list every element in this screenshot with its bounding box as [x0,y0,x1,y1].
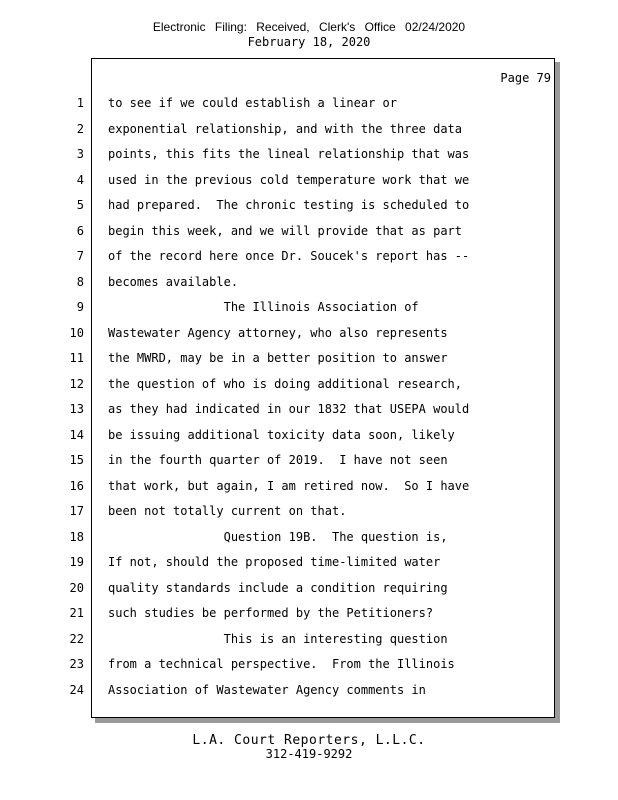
line-number: 1 [76,96,84,110]
line-number: 6 [76,224,84,238]
line-number: 4 [76,173,84,187]
line-number: 18 [69,530,84,544]
line-number: 11 [69,351,84,365]
line-text: The Illinois Association of [108,300,419,314]
line-text: the MWRD, may be in a better position to answer [108,351,448,365]
line-text: points, this fits the lineal relationship that was [108,147,470,161]
line-number: 8 [76,275,84,289]
line-text: from a technical perspective. From the Illinois [108,657,455,671]
line-text: such studies be performed by the Petitioners? [108,606,434,620]
line-text: the question of who is doing additional research, [108,377,463,391]
line-text: used in the previous cold temperature work that we [108,173,470,187]
line-text: had prepared. The chronic testing is scheduled to [108,198,470,212]
line-text: exponential relationship, and with the three data [108,122,463,136]
footer-company: L.A. Court Reporters, L.L.C. [192,733,426,748]
line-number: 10 [69,326,84,340]
line-number: 5 [76,198,84,212]
line-text: be issuing additional toxicity data soon, likely [108,428,455,442]
line-number: 2 [76,122,84,136]
line-number: 14 [69,428,84,442]
line-number: 9 [76,300,84,314]
line-text: as they had indicated in our 1832 that USEPA would [108,402,470,416]
line-number: 15 [69,453,84,467]
filing-stamp: Electronic Filing: Received, Clerk's Office 02/24/2020 [152,20,466,34]
line-text: to see if we could establish a linear or [108,96,397,110]
line-number: 19 [69,555,84,569]
line-number: 24 [69,683,84,697]
line-text: been not totally current on that. [108,504,347,518]
line-text: If not, should the proposed time-limited water [108,555,441,569]
page-number: Page 79 [500,71,551,85]
transcript-date: February 18, 2020 [247,35,371,49]
line-number: 17 [69,504,84,518]
line-number: 22 [69,632,84,646]
line-text: in the fourth quarter of 2019. I have not seen [108,453,448,467]
line-text: This is an interesting question [108,632,448,646]
footer-phone: 312-419-9292 [265,747,353,761]
line-number: 23 [69,657,84,671]
line-text: Question 19B. The question is, [108,530,448,544]
line-text: becomes available. [108,275,239,289]
line-text: that work, but again, I am retired now. So I have [108,479,470,493]
line-number: 20 [69,581,84,595]
line-text: of the record here once Dr. Soucek's report has -- [108,249,470,263]
line-text: Wastewater Agency attorney, who also represents [108,326,448,340]
line-number: 16 [69,479,84,493]
line-text: begin this week, and we will provide that as part [108,224,463,238]
line-number: 3 [76,147,84,161]
line-number: 7 [76,249,84,263]
line-text: Association of Wastewater Agency comments in [108,683,426,697]
line-number: 12 [69,377,84,391]
line-number: 21 [69,606,84,620]
line-text: quality standards include a condition requiring [108,581,448,595]
line-number: 13 [69,402,84,416]
